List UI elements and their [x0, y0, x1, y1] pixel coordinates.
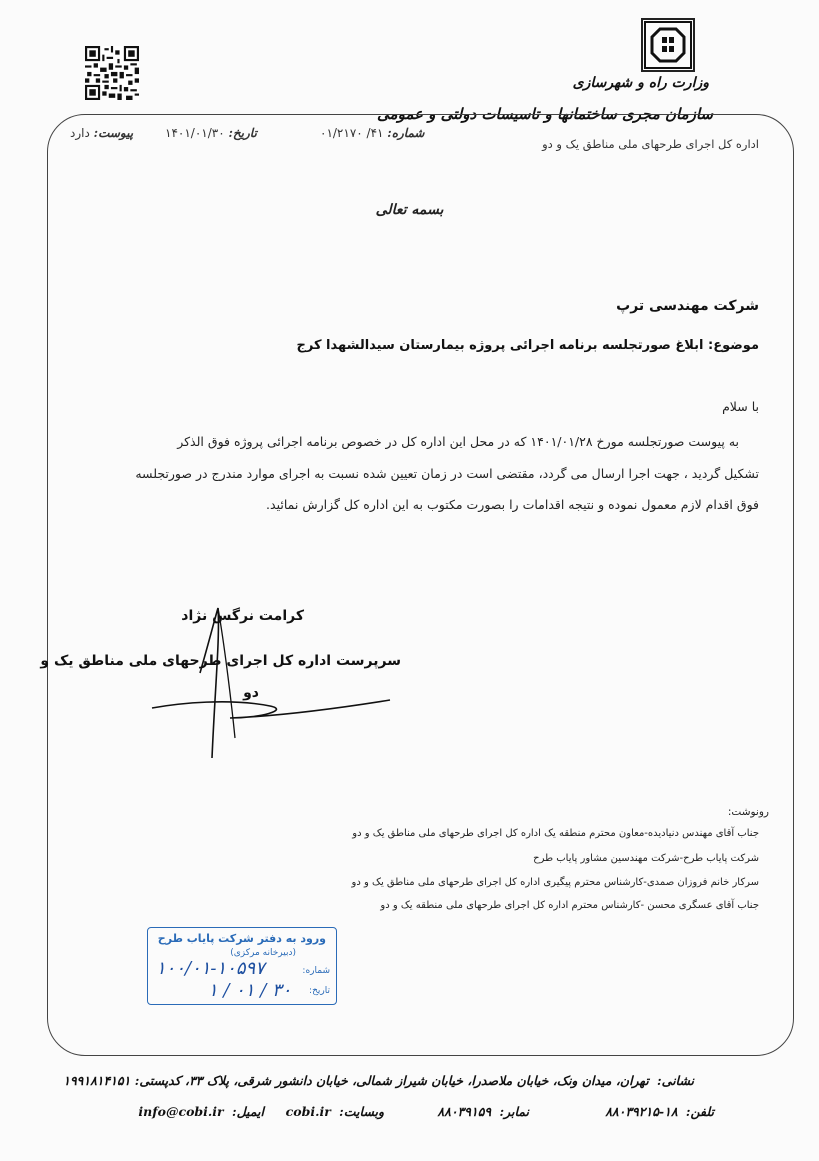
footer-address: [63, 1073, 694, 1088]
letter-date: [165, 126, 257, 140]
stamp-number-label: شماره:: [302, 966, 330, 976]
footer-website: [286, 1104, 384, 1119]
org-organization-name: سازمان مجری ساختمانها و تاسیسات دولتی و عمومی: [377, 105, 713, 123]
subject: موضوع: ابلاغ صورتجلسه برنامه اجرائی پروژه بیمارستان سیدالشهدا کرج: [296, 338, 759, 353]
body-paragraph-line: به پیوست صورتجلسه مورخ ۱۴۰۱/۰۱/۲۸ که در محل این اداره کل در خصوص برنامه اجرائی پروژه فوق الذکر: [177, 434, 739, 449]
recipient: شرکت مهندسی ترپ: [616, 298, 759, 314]
org-ministry-name: وزارت راه و شهرسازی: [572, 75, 709, 91]
letter-number-label: شماره:: [387, 126, 425, 140]
stamp-date-label: تاریخ:: [309, 986, 330, 996]
cc-title: رونوشت:: [727, 806, 769, 818]
letter-number-value: ۴۱/ ۰۱/۲۱۷۰: [320, 126, 384, 140]
cc-item: سرکار خانم فروزان صمدی-کارشناس محترم پیگیری اداره کل اجرای طرحهای ملی مناطق یک و دو: [351, 877, 759, 888]
footer-website-value: cobi.ir: [285, 1104, 331, 1119]
footer-phone: [605, 1104, 714, 1119]
basmala: بسمه تعالی: [375, 202, 444, 218]
footer-email-value: info@cobi.ir: [138, 1104, 224, 1119]
stamp-number-value: ۱۰۰/۰۱-۱۰۵۹۷: [156, 958, 265, 979]
greeting: با سلام: [722, 399, 759, 414]
cc-item: جناب آقای مهندس دنیادیده-معاون محترم منطقه یک اداره کل اجرای طرحهای ملی مناطق یک و دو: [352, 828, 759, 839]
footer-fax-label: نمابر:: [499, 1104, 529, 1119]
body-paragraph-line: تشکیل گردید ، جهت اجرا ارسال می گردد، مقتضی است در زمان تعیین شده نسبت به اجرای موارد مندرج در صورتجلسه: [135, 466, 759, 481]
stamp-date-value: ۱ / ۰۱ / ۳۰: [208, 980, 292, 1001]
handwritten-signature: [140, 578, 400, 768]
received-stamp: [147, 927, 337, 1005]
footer-email-label: ایمیل:: [231, 1104, 264, 1119]
stamp-subtitle: (دبیرخانه مرکزی): [230, 948, 296, 958]
body-paragraph-line: فوق اقدام لازم معمول نموده و نتیجه اقدامات را بصورت مکتوب به این اداره کل گزارش نمائید.: [266, 497, 759, 512]
letter-attachment: [70, 126, 133, 140]
ministry-logo-icon: [641, 18, 695, 72]
footer-website-label: وبسایت:: [339, 1104, 384, 1119]
signer-title-continued: دو: [243, 685, 259, 701]
footer-fax: [437, 1104, 529, 1119]
letter-date-value: ۱۴۰۱/۰۱/۳۰: [165, 126, 225, 140]
letter-number: [320, 126, 424, 140]
footer-fax-value: ۸۸۰۳۹۱۵۹: [437, 1104, 492, 1119]
signer-title: سرپرست اداره کل اجرای طرحهای ملی مناطق یک و: [40, 653, 401, 669]
letter-attachment-label: پیوست:: [93, 126, 134, 140]
cc-item: جناب آقای عسگری محسن -کارشناس محترم اداره کل اجرای طرحهای ملی منطقه یک و دو: [380, 900, 759, 911]
footer-phone-value: ۱۸-۸۸۰۳۹۲۱۵: [605, 1104, 678, 1119]
cc-item: شرکت پایاب طرح-شرکت مهندسین مشاور پایاب طرح: [533, 853, 759, 864]
signer-name: کرامت نرگس نژاد: [181, 608, 304, 624]
footer-address-value: تهران، میدان ونک، خیابان ملاصدرا، خیابان شیراز شمالی، خیابان دانشور شرقی، پلاک ۳۳، کدپستی: ۱۹۹۱۸۱۴۱۵۱: [63, 1073, 649, 1088]
letter-date-label: تاریخ:: [228, 126, 257, 140]
org-department-name: اداره کل اجرای طرحهای ملی مناطق یک و دو: [542, 137, 759, 151]
letter-attachment-value: دارد: [70, 126, 90, 140]
footer-address-label: نشانی:: [657, 1073, 694, 1088]
stamp-title: ورود به دفتر شرکت پایاب طرح: [157, 932, 326, 945]
qr-code: [85, 46, 139, 100]
footer-email: [138, 1104, 264, 1119]
footer-phone-label: تلفن:: [685, 1104, 714, 1119]
